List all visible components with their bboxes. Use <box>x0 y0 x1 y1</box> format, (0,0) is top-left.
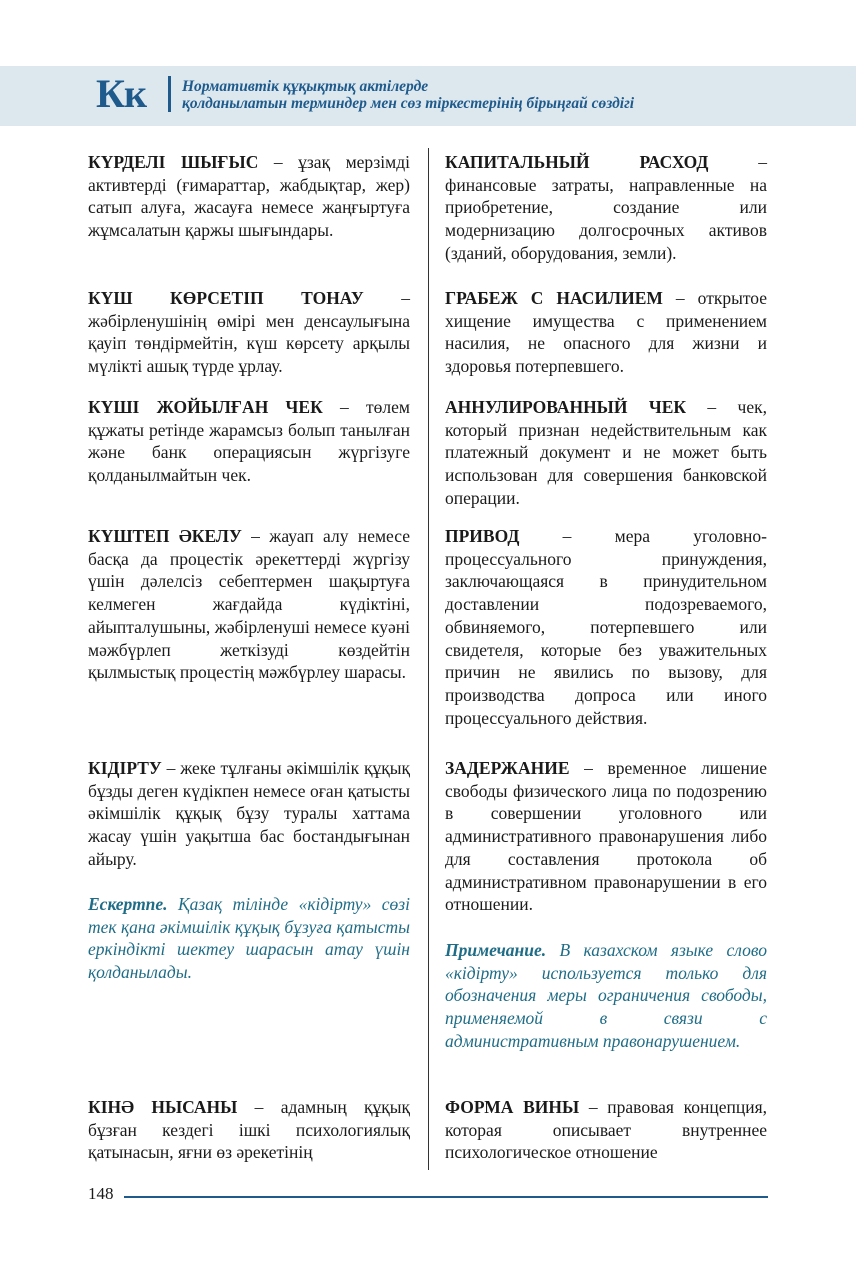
term: КІДІРТУ <box>88 758 162 778</box>
term: ГРАБЕЖ С НАСИЛИЕМ <box>445 288 663 308</box>
entry-kz <box>88 151 410 242</box>
header-title-line2: қолданылатын терминдер мен сөз тіркестерінің бірыңғай сөздігі <box>182 95 635 112</box>
note-text: Қазақ тілінде «кідірту» сөзі тек қана әкімшілік құқық бұзуға қатысты еркіндікті шектеу шарасын атау үшін қолданылады. <box>88 894 411 983</box>
term: КҮШІ ЖОЙЫЛҒАН ЧЕК <box>88 397 323 417</box>
definition: – жәбірленушінің өмірі мен денсаулығына қауіп төндірмейтін, күш көрсету арқылы мүлікті ашық түрде ұрлау. <box>88 288 411 377</box>
definition: – временное лишение свободы физического лица по подозрению в совершении уголовного или административного правонарушения либо для составления протокола об административном правонарушении в его отношении. <box>445 758 767 915</box>
entry-kz <box>88 287 410 378</box>
entry-ru <box>445 396 767 510</box>
note-kz <box>88 893 410 984</box>
header-title-line1: Нормативтік құқықтық актілерде <box>182 78 429 95</box>
entry-ru <box>445 757 767 916</box>
page-number: 148 <box>88 1184 114 1203</box>
term: КҮШТЕП ӘКЕЛУ <box>88 526 242 546</box>
term: ПРИВОД <box>445 526 520 546</box>
section-letter: Кк <box>96 71 147 116</box>
note-label: Ескертпе. <box>88 894 168 914</box>
definition: – мера уголовно-процессуального принуждения, заключающаяся в принудительном доставлении подозреваемого, обвиняемого, потерпевшего или свидетеля, которые без уважительных причин не явились по вызову, для производства допроса или иного процессуального действия. <box>445 526 767 728</box>
term: ЗАДЕРЖАНИЕ <box>445 758 570 778</box>
definition: – правовая концепция, которая описывает внутреннее психологическое отношение <box>445 1097 767 1163</box>
term: КАПИТАЛЬНЫЙ РАСХОД <box>445 152 709 172</box>
entry-kz <box>88 396 410 487</box>
column-divider <box>428 148 429 1170</box>
definition: – жауап алу немесе басқа да процестік әрекеттерді жүргізу үшін дәлелсіз себептермен шақыртуға келмеген жағдайда күдіктіні, айыпталушыны, жәбірленуші немесе куәні мәжбүрлеп жеткізуді көздейтін қылмыстық процестің мәжбүрлеу шарасы. <box>88 526 410 683</box>
note-ru <box>445 939 767 1053</box>
definition: – төлем құжаты ретінде жарамсыз болып танылған және банк операциясын жүргізуге қолданылмайтын чек. <box>88 397 410 486</box>
entry-kz <box>88 1096 410 1164</box>
entry-kz <box>88 525 410 684</box>
term: ФОРМА ВИНЫ <box>445 1097 580 1117</box>
note-text: В казахском языке слово «кідірту» используется только для обозначения меры ограничения свободы, применяемой в связи с административным правонарушением. <box>445 940 767 1051</box>
entry-ru <box>445 525 767 729</box>
definition: – жеке тұлғаны әкімшілік құқық бұзды деген күдікпен немесе оған қатысты әкімшілік құқық бұзу туралы хаттама жасау үшін уақытша бас бостандығынан айыру. <box>88 758 410 869</box>
term: КІНӘ НЫСАНЫ <box>88 1097 238 1117</box>
footer-rule <box>124 1196 768 1198</box>
entry-ru <box>445 1096 767 1164</box>
header-divider <box>168 76 171 112</box>
definition: – открытое хищение имущества с применением насилия, не опасного для жизни и здоровья потерпевшего. <box>445 288 767 377</box>
entry-kz <box>88 757 410 871</box>
entry-ru <box>445 151 767 265</box>
note-label: Примечание. <box>445 940 547 960</box>
definition: – чек, который признан недействительным как платежный документ и не может быть использован для совершения банковской операции. <box>445 397 767 508</box>
definition: – адамның құқық бұзған кездегі ішкі психологиялық қатынасын, яғни өз әрекетінің <box>88 1097 410 1163</box>
header-title <box>182 78 634 112</box>
entry-ru <box>445 287 767 378</box>
definition: – финансовые затраты, направленные на приобретение, создание или модернизацию долгосрочных активов (зданий, оборудования, земли). <box>445 152 767 263</box>
term: КҮШ КӨРСЕТІП ТОНАУ <box>88 288 364 308</box>
term: КҮРДЕЛІ ШЫҒЫС <box>88 152 259 172</box>
term: АННУЛИРОВАННЫЙ ЧЕК <box>445 397 687 417</box>
definition: – ұзақ мерзімді активтерді (ғимараттар, жабдықтар, жер) сатып алуға, жасауға немесе жаңғыртуға жұмсалатын қаржы шығындары. <box>88 152 410 241</box>
